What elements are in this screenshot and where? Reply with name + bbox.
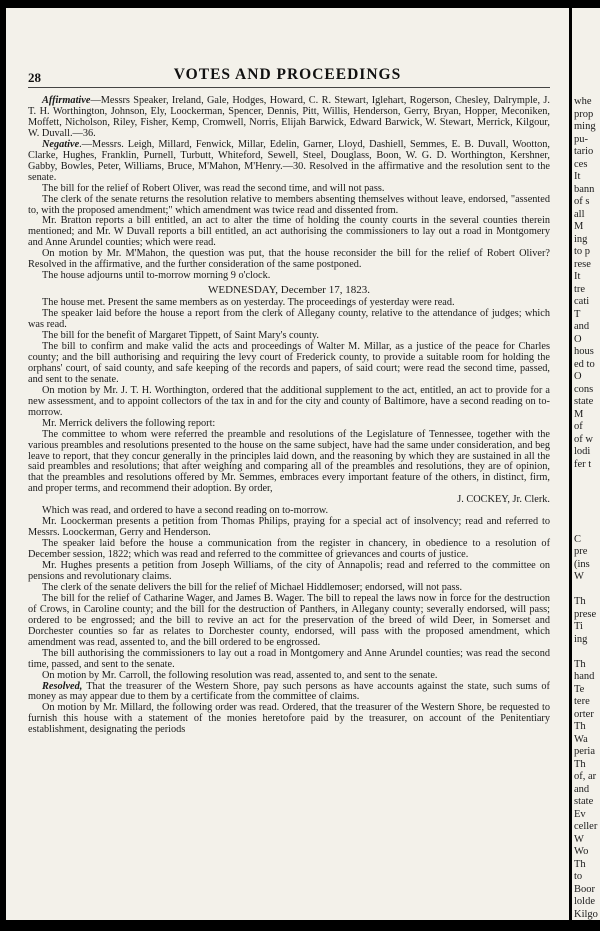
paragraph-text: The clerk of the senate returns the resolution relative to members absenting themselves without leave, endorsed, "assented to, with the proposed amendment;" which amendment was twice read and dissented from. [28, 193, 550, 216]
adjacent-fragment: whe [574, 96, 592, 107]
adjacent-fragment: ing [574, 233, 588, 245]
adjacent-fragment: of s [574, 196, 590, 207]
adjacent-fragment: W [574, 833, 584, 845]
paragraph [28, 140, 550, 184]
adjacent-fragment: O [574, 333, 582, 345]
adjacent-fragment: Th [574, 858, 586, 870]
adjacent-fragment: (ins [574, 558, 590, 570]
adjacent-fragment: of [574, 421, 583, 432]
adjacent-fragment: tere [574, 696, 590, 707]
adjacent-page-edge [572, 8, 600, 920]
adjacent-fragment: Wo [574, 846, 589, 857]
adjacent-fragment: celler [574, 821, 598, 832]
adjacent-fragment: ces [574, 158, 588, 170]
paragraph-text: .—Messrs. Leigh, Millard, Fenwick, Millar, Edelin, Garner, Lloyd, Dashiell, Semmes, E. B. Duvall, Wootton, Clarke, Hughes, Franklin, Purnell, Turbutt, Whiteford, Sewell, Steel, Douglass, Boon, W. G. D. Worthington, Kershner, Gabby, Bowles, Peter, Williams, Bruce, M'Mahon, M'Henry.—30. Resolved in the affirmative and the resolution sent to the senate. [28, 138, 550, 183]
paragraph [28, 309, 550, 331]
adjacent-fragment: hand [574, 671, 595, 682]
adjacent-fragment: pre [574, 546, 588, 557]
adjacent-fragment: M [574, 408, 584, 420]
paragraph-text: On motion by Mr. J. T. H. Worthington, ordered that the additional supplement to the act, entitled, an act to provide for a new assessment, and to appoint collectors of the tax in and for the city and county of Baltimore, have a second reading on to-morrow. [28, 384, 550, 418]
adjacent-fragment: ing [574, 633, 588, 645]
paragraph-text: —Messrs Speaker, Ireland, Gale, Hodges, Howard, C. R. Stewart, Iglehart, Rogerson, Chesley, Dalrymple, J. T. H. Worthington, Johnson, Ely, Loockerman, Spencer, Dennis, Pitt, Willis, Henderson, Gerry, Bryan, Hopper, Meconiken, Moffett, Nicholson, Riley, Fisher, Kemp, Cromwell, Norris, Elijah Barwick, Edward Barwick, W. Stewart, Merrick, Kilgour, W. Duvall.—36. [28, 95, 550, 139]
adjacent-fragment: state [574, 396, 594, 407]
adjacent-fragment: fer t [574, 458, 592, 470]
adjacent-fragment: state [574, 796, 594, 807]
paragraph [28, 703, 550, 736]
adjacent-fragment: tario [574, 146, 594, 157]
adjacent-fragment: Kilgo [574, 908, 598, 920]
page-number: 28 [28, 70, 41, 85]
adjacent-fragment: Wa [574, 733, 588, 745]
paragraph-text: The speaker laid before the house a report from the clerk of Allegany county, relative to the attendance of judges; which was read. [28, 308, 550, 331]
header-rule [28, 87, 550, 88]
adjacent-fragment: Th [574, 658, 586, 670]
document-page [6, 8, 569, 920]
adjacent-fragment: M [574, 221, 584, 232]
paragraph [28, 682, 550, 704]
paragraph [28, 594, 550, 649]
document-body [28, 96, 550, 736]
paragraph-text: That the treasurer of the Western Shore, pay such persons as have accounts against the state, such sums of money as may appear due to them by a certificate from the committee of claims. [28, 680, 550, 703]
adjacent-fragment: of, ar [574, 771, 597, 782]
adjacent-fragment [572, 584, 600, 597]
adjacent-fragment: and [574, 321, 590, 332]
adjacent-fragment: W [574, 571, 584, 582]
paragraph [28, 517, 550, 539]
adjacent-fragment: lodi [574, 446, 591, 457]
paragraph-text: The bill for the relief of Catharine Wager, and James B. Wager. The bill to repeal the laws now in force for the destruction of Crows, in Caroline county; and the bill for the destruction of Panthers, in Allegany county; severally endorsed, will pass; ordered to be engrossed; and the bill to revive an act for the preservation of the breed of wild Deer, in Somerset and Dorchester counties so far as relates to Dorchester county, endorsed, will pass with the proposed amendment, which amendment was read, assented to, and the bill ordered to be engrossed. [28, 592, 550, 648]
paragraph-lead: Resolved, [42, 680, 83, 692]
paragraph-text: The bill authorising the commissioners to lay out a road in Montgomery and Anne Arundel counties; was read the second time, passed, and sent to the senate. [28, 647, 550, 670]
paragraph-text: WEDNESDAY, December 17, 1823. [208, 284, 370, 297]
adjacent-fragment: Th [574, 758, 586, 770]
adjacent-fragment [572, 496, 600, 509]
paragraph-lead: Negative [42, 138, 80, 150]
paragraph [28, 271, 550, 282]
adjacent-fragment: It [574, 171, 581, 182]
paragraph-text: Mr. Loockerman presents a petition from Thomas Philips, praying for a special act of insolvency; read and referred to Messrs. Loockerman, Gerry and Henderson. [28, 516, 550, 539]
paragraph-text: On motion by Mr. Carroll, the following resolution was read, assented to, and sent to the senate. [42, 669, 438, 681]
adjacent-fragment: Ti [574, 621, 583, 632]
paragraph [28, 195, 550, 217]
adjacent-fragment: Th [574, 596, 586, 607]
adjacent-fragment: Te [574, 683, 585, 695]
adjacent-fragment: ed to [574, 358, 595, 370]
paragraph [28, 561, 550, 583]
paragraph-text: The house met. Present the same members as on yesterday. The proceedings of yesterday were read. [42, 297, 455, 309]
paragraph-text: J. COCKEY, Jr. Clerk. [457, 494, 550, 506]
paragraph-text: Mr. Bratton reports a bill entitled, an act to alter the time of holding the county courts in the several counties therein mentioned; and Mr. W Duvall reports a bill entitled, an act authorising the commissioners to lay out a road in Montgomery and Anne Arundel counties; which were read. [28, 215, 550, 249]
paragraph-text: On motion by Mr. M'Mahon, the question was put, that the house reconsider the bill for the relief of Robert Oliver? Resolved in the affirmative, and the further consideration of the same postponed. [28, 248, 550, 271]
adjacent-fragment [572, 484, 600, 497]
adjacent-fragment: cons [574, 383, 594, 395]
paragraph-text: The bill for the benefit of Margaret Tippett, of Saint Mary's county. [42, 330, 319, 342]
paragraph-text: On motion by Mr. Millard, the following order was read. Ordered, that the treasurer of the Western Shore, be requested to furnish this house with a statement of the monies heretofore paid by the treasurer, on account of the Penitentiary establishment, designating the periods [28, 702, 550, 736]
adjacent-fragment [572, 509, 600, 522]
paragraph [28, 430, 550, 496]
adjacent-fragment: Th [574, 721, 586, 732]
adjacent-fragment: Boor [574, 883, 595, 895]
page-title: VOTES AND PROCEEDINGS [173, 66, 402, 83]
adjacent-fragment [572, 646, 600, 659]
adjacent-fragment: prese [574, 608, 597, 620]
paragraph-text: The house adjourns until to-morrow morning 9 o'clock. [42, 270, 271, 282]
paragraph-text: The clerk of the senate delivers the bill for the relief of Michael Hiddlemoser; endorsed, will not pass. [42, 581, 463, 593]
paragraph [28, 386, 550, 419]
adjacent-fragment: bann [574, 183, 595, 195]
adjacent-fragment: ming [574, 121, 596, 132]
adjacent-fragment [572, 471, 600, 484]
paragraph-text: The bill to confirm and make valid the acts and proceedings of Walter M. Millar, as a justice of the peace for Charles county; and the bill authorising and requiring the levy court of Frederick county, to provide a suitable room for holding the orphans' court, of said county, and safe keeping of the records and papers, of said court; were read the second time, passed, and sent to the senate. [28, 340, 550, 385]
paragraph [28, 342, 550, 386]
adjacent-fragment: lolde [574, 896, 595, 907]
paragraph-lead: Affirmative [42, 95, 91, 106]
adjacent-fragment: hous [574, 346, 594, 357]
paragraph-text: Mr. Hughes presents a petition from Joseph Williams, of the city of Annapolis; read and referred to the committee on pensions and revolutionary claims. [28, 560, 550, 582]
paragraph [28, 539, 550, 561]
paragraph [28, 649, 550, 671]
paragraph-text: Which was read, and ordered to have a second reading on to-morrow. [42, 505, 329, 517]
adjacent-fragment: pu- [574, 133, 588, 145]
paragraph [28, 216, 550, 249]
paragraph-text: The bill for the relief of Robert Oliver, was read the second time, and will not pass. [42, 182, 385, 194]
adjacent-fragment: tre [574, 283, 586, 295]
paragraph [28, 96, 550, 140]
adjacent-fragment: and [574, 783, 590, 795]
adjacent-fragment: of w [574, 433, 593, 445]
adjacent-fragment [572, 521, 600, 534]
adjacent-fragment: T [574, 308, 581, 320]
paragraph-text: The speaker laid before the house a communication from the register in chancery, in obedience to a resolution of December session, 1822; which was read and referred to the committee of grievances and courts of justice. [28, 538, 550, 561]
paragraph [28, 249, 550, 271]
paragraph-text: The committee to whom were referred the preamble and resolutions of the Legislature of Tennessee, together with the various preambles and resolutions presented to the house on the same subject, have had the same under consideration, and beg leave to report, that they concur generally in the principles laid down, and the reasoning by which they are sustained in all the said preambles and resolutions; that after weighing and comparing all of the preambles and resolutions, they are of opinion, that the preambles and resolutions offered by Mr. Semmes, embraces every important feature of the others, in distinct, firm, and proper terms, and recommend their adoption. By order, [28, 428, 550, 495]
adjacent-fragment: to p [574, 246, 591, 257]
adjacent-fragment: O [574, 371, 582, 382]
adjacent-fragment: to [574, 871, 583, 882]
adjacent-fragment: Ev [574, 808, 586, 820]
adjacent-fragment: cati [574, 296, 590, 307]
date-heading [28, 285, 550, 296]
paragraph-text: Mr. Merrick delivers the following report: [42, 417, 216, 429]
adjacent-fragment: It [574, 271, 581, 282]
adjacent-fragment: rese [574, 258, 591, 270]
adjacent-fragment: orter [574, 708, 594, 720]
adjacent-fragment: C [574, 533, 582, 545]
adjacent-fragment: peria [574, 746, 595, 757]
adjacent-fragment: prop [574, 108, 594, 120]
adjacent-fragment: all [574, 208, 585, 220]
